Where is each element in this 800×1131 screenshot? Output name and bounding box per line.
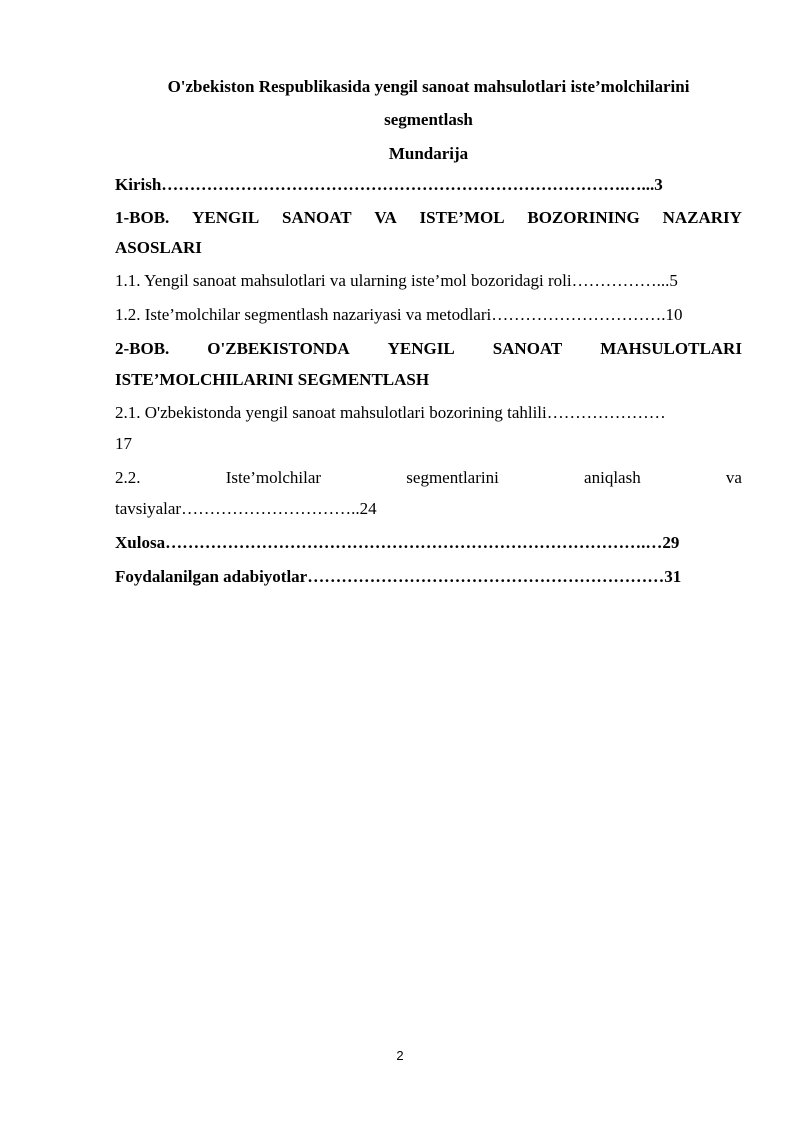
toc-section-2-2-line-2: tavsiyalar…………………………..24 (115, 499, 377, 518)
document-title-line-1: O'zbekiston Respublikasida yengil sanoat mahsulotlari iste’molchilarini (167, 77, 690, 96)
toc-section-1-1: 1.1. Yengil sanoat mahsulotlari va ularning iste’mol bozoridagi roli……………...5 (115, 271, 678, 290)
toc-chapter-2-line-1 (115, 334, 742, 364)
toc-word: MAHSULOTLARI (600, 339, 742, 358)
toc-chapter-1-line-1 (115, 203, 742, 233)
toc-chapter-1-line-2: ASOSLARI (115, 238, 202, 257)
toc-word: segmentlarini (406, 468, 499, 487)
toc-section-2-1-line-2: 17 (115, 434, 132, 453)
page-number: 2 (396, 1048, 404, 1063)
toc-word: ISTE’MOL (419, 208, 505, 227)
toc-section-1-2: 1.2. Iste’molchilar segmentlash nazariyasi va metodlari………………………….10 (115, 305, 683, 324)
toc-word: va (725, 468, 742, 487)
toc-word: SANOAT (281, 208, 352, 227)
toc-word: NAZARIY (662, 208, 742, 227)
toc-word: Iste’molchilar (225, 468, 322, 487)
toc-word: BOZORINING (527, 208, 640, 227)
toc-introduction: Kirish……………………………………………………………………….…...3 (115, 175, 663, 194)
document-title-line-2: segmentlash (384, 110, 473, 129)
toc-word: 1-BOB. (115, 208, 170, 227)
toc-section-2-1-line-1: 2.1. O'zbekistonda yengil sanoat mahsulotlari bozorining tahlili………………… (115, 403, 666, 422)
toc-word: SANOAT (492, 339, 563, 358)
toc-word: VA (374, 208, 397, 227)
toc-word: 2.2. (115, 468, 141, 487)
toc-word: YENGIL (192, 208, 260, 227)
toc-section-2-2-line-1 (115, 463, 742, 493)
toc-references: Foydalanilgan adabiyotlar………………………………………………………31 (115, 567, 682, 586)
toc-word: O'ZBEKISTONDA (207, 339, 350, 358)
toc-word: 2-BOB. (115, 339, 170, 358)
toc-conclusion: Xulosa………………………………………………………………………….…29 (115, 533, 680, 552)
toc-word: YENGIL (387, 339, 455, 358)
toc-chapter-2-line-2: ISTE’MOLCHILARINI SEGMENTLASH (115, 370, 430, 389)
toc-word: aniqlash (584, 468, 641, 487)
contents-heading: Mundarija (388, 144, 469, 163)
